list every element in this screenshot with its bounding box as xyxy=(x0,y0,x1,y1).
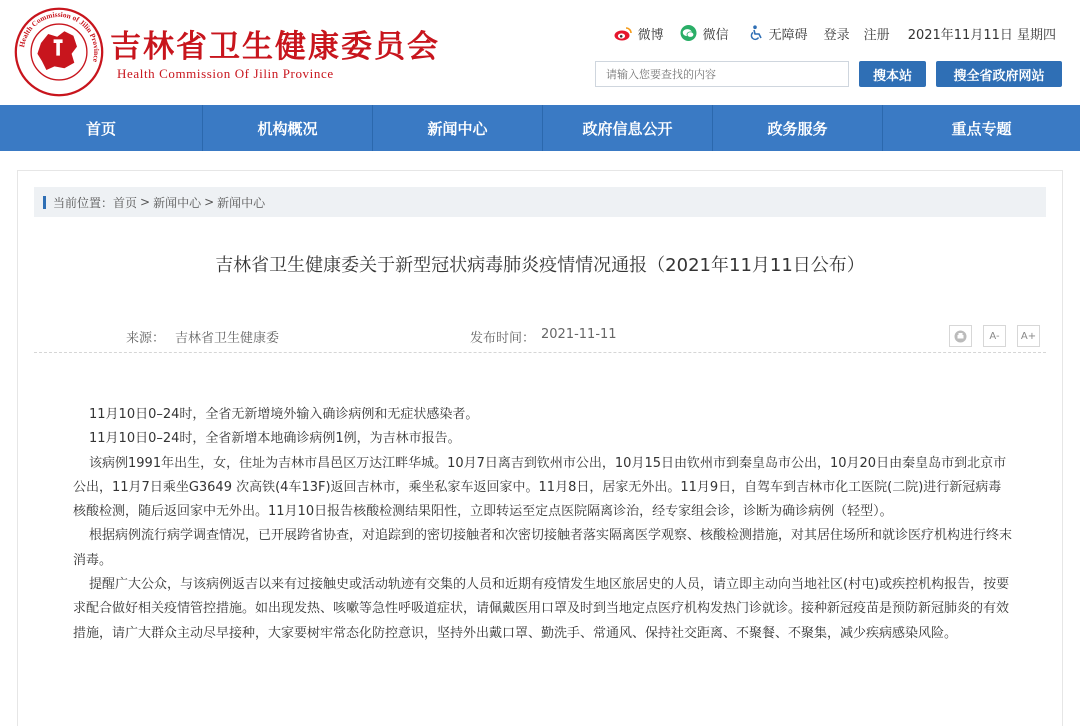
printer-icon xyxy=(954,330,967,343)
article-title: 吉林省卫生健康委关于新型冠状病毒肺炎疫情情况通报（2021年11月11日公布） xyxy=(215,255,865,276)
breadcrumb-marker xyxy=(43,196,46,209)
font-decrease-button[interactable]: A- xyxy=(983,325,1006,347)
weibo-link[interactable] xyxy=(614,24,664,43)
breadcrumb-separator: > xyxy=(204,195,215,209)
article-paragraph: 该病例1991年出生，女，住址为吉林市昌邑区万达江畔华城。10月7日离吉到钦州市公出，10月15日由钦州市到秦皇岛市公出，10月20日由秦皇岛市到北京市公出，11月7日乘坐G3649 次高铁(4车13F)返回吉林市，乘坐私家车返回家中。11月8日，居家无外出。11月9日，自驾车到吉林市化工医院(二院)进行新冠病毒核酸检测，随后返回家中无外出。11月10日报告核酸检测结果阳性，立即转运至定点医院隔离诊治，经专家组会诊，诊断为确诊病例（轻型）。 xyxy=(73,455,1007,520)
login-link[interactable]: 登录 xyxy=(823,27,850,43)
article-container xyxy=(17,170,1063,726)
main-nav xyxy=(0,105,1080,151)
search-input[interactable] xyxy=(595,61,849,87)
nav-gov-info[interactable]: 政府信息公开 xyxy=(543,105,713,151)
nav-about[interactable]: 机构概况 xyxy=(203,105,373,151)
current-date: 2021年11月11日 星期四 xyxy=(907,27,1056,43)
search-site-button[interactable]: 搜本站 xyxy=(859,61,926,87)
nav-news[interactable]: 新闻中心 xyxy=(373,105,543,151)
register-link[interactable]: 注册 xyxy=(863,27,890,43)
nav-topics[interactable]: 重点专题 xyxy=(951,119,1012,138)
search-gov-sites-button[interactable]: 搜全省政府网站 xyxy=(936,61,1062,87)
article-paragraph: 11月10日0–24时，全省新增本地确诊病例1例，为吉林市报告。 xyxy=(89,431,461,447)
article-paragraph: 提醒广大公众，与该病例返吉以来有过接触史或活动轨迹有交集的人员和近期有疫情发生地区旅居史的人员，请立即主动向当地社区(村屯)或疾控机构报告，按要求配合做好相关疫情管控措施。如出现发热、咳嗽等急性呼吸道症状，请佩戴医用口罩及时到当地定点医疗机构发热门诊就诊。接种新冠疫苗是预防新冠肺炎的有效措施，请广大群众主动尽早接种，大家要树牢常态化防控意识，坚持外出戴口罩、勤洗手、常通风、保持社交距离、不聚餐、不聚集，减少疾病感染风险。 xyxy=(73,577,1010,641)
source-label: 来源： xyxy=(126,331,166,346)
breadcrumb-label: 当前位置： xyxy=(53,195,114,210)
nav-home[interactable]: 首页 xyxy=(0,105,203,151)
top-links xyxy=(598,23,1056,43)
print-button[interactable] xyxy=(949,325,972,347)
breadcrumb xyxy=(34,187,1046,217)
article-body xyxy=(73,403,1013,646)
meta-divider xyxy=(34,352,1046,353)
breadcrumb-separator: > xyxy=(140,195,151,209)
site-title-english: Health Commission Of Jilin Province xyxy=(117,66,334,81)
breadcrumb-news-current[interactable]: 新闻中心 xyxy=(217,195,266,210)
publish-time-value: 2021-11-11 xyxy=(541,327,617,342)
nav-services[interactable]: 政务服务 xyxy=(713,105,883,151)
site-title[interactable]: 吉林省卫生健康委员会 xyxy=(110,29,440,65)
wechat-icon xyxy=(680,25,697,41)
site-header xyxy=(0,0,1080,105)
accessibility-label: 无障碍 xyxy=(768,27,808,43)
health-commission-logo[interactable] xyxy=(14,7,104,97)
wechat-link[interactable] xyxy=(680,24,729,43)
wechat-label: 微信 xyxy=(702,27,729,43)
weibo-label: 微博 xyxy=(637,27,664,43)
breadcrumb-home[interactable]: 首页 xyxy=(113,195,138,210)
accessibility-link[interactable] xyxy=(749,24,808,43)
weibo-icon xyxy=(614,26,632,41)
article-paragraph: 11月10日0–24时，全省无新增境外输入确诊病例和无症状感染者。 xyxy=(89,407,479,422)
breadcrumb-news[interactable]: 新闻中心 xyxy=(153,195,202,210)
font-increase-button[interactable]: A+ xyxy=(1017,325,1040,347)
article-paragraph: 根据病例流行病学调查情况，已开展跨省协查，对追踪到的密切接触者和次密切接触者落实隔离医学观察、核酸检测措施，对其居住场所和就诊医疗机构进行终末消毒。 xyxy=(73,528,1013,568)
accessibility-icon xyxy=(749,25,763,41)
svg-text:Health Commission of Jilin Pro: Health Commission of Jilin Province xyxy=(17,9,102,64)
source-value: 吉林省卫生健康委 xyxy=(175,331,280,346)
publish-time-label: 发布时间： xyxy=(470,331,536,346)
